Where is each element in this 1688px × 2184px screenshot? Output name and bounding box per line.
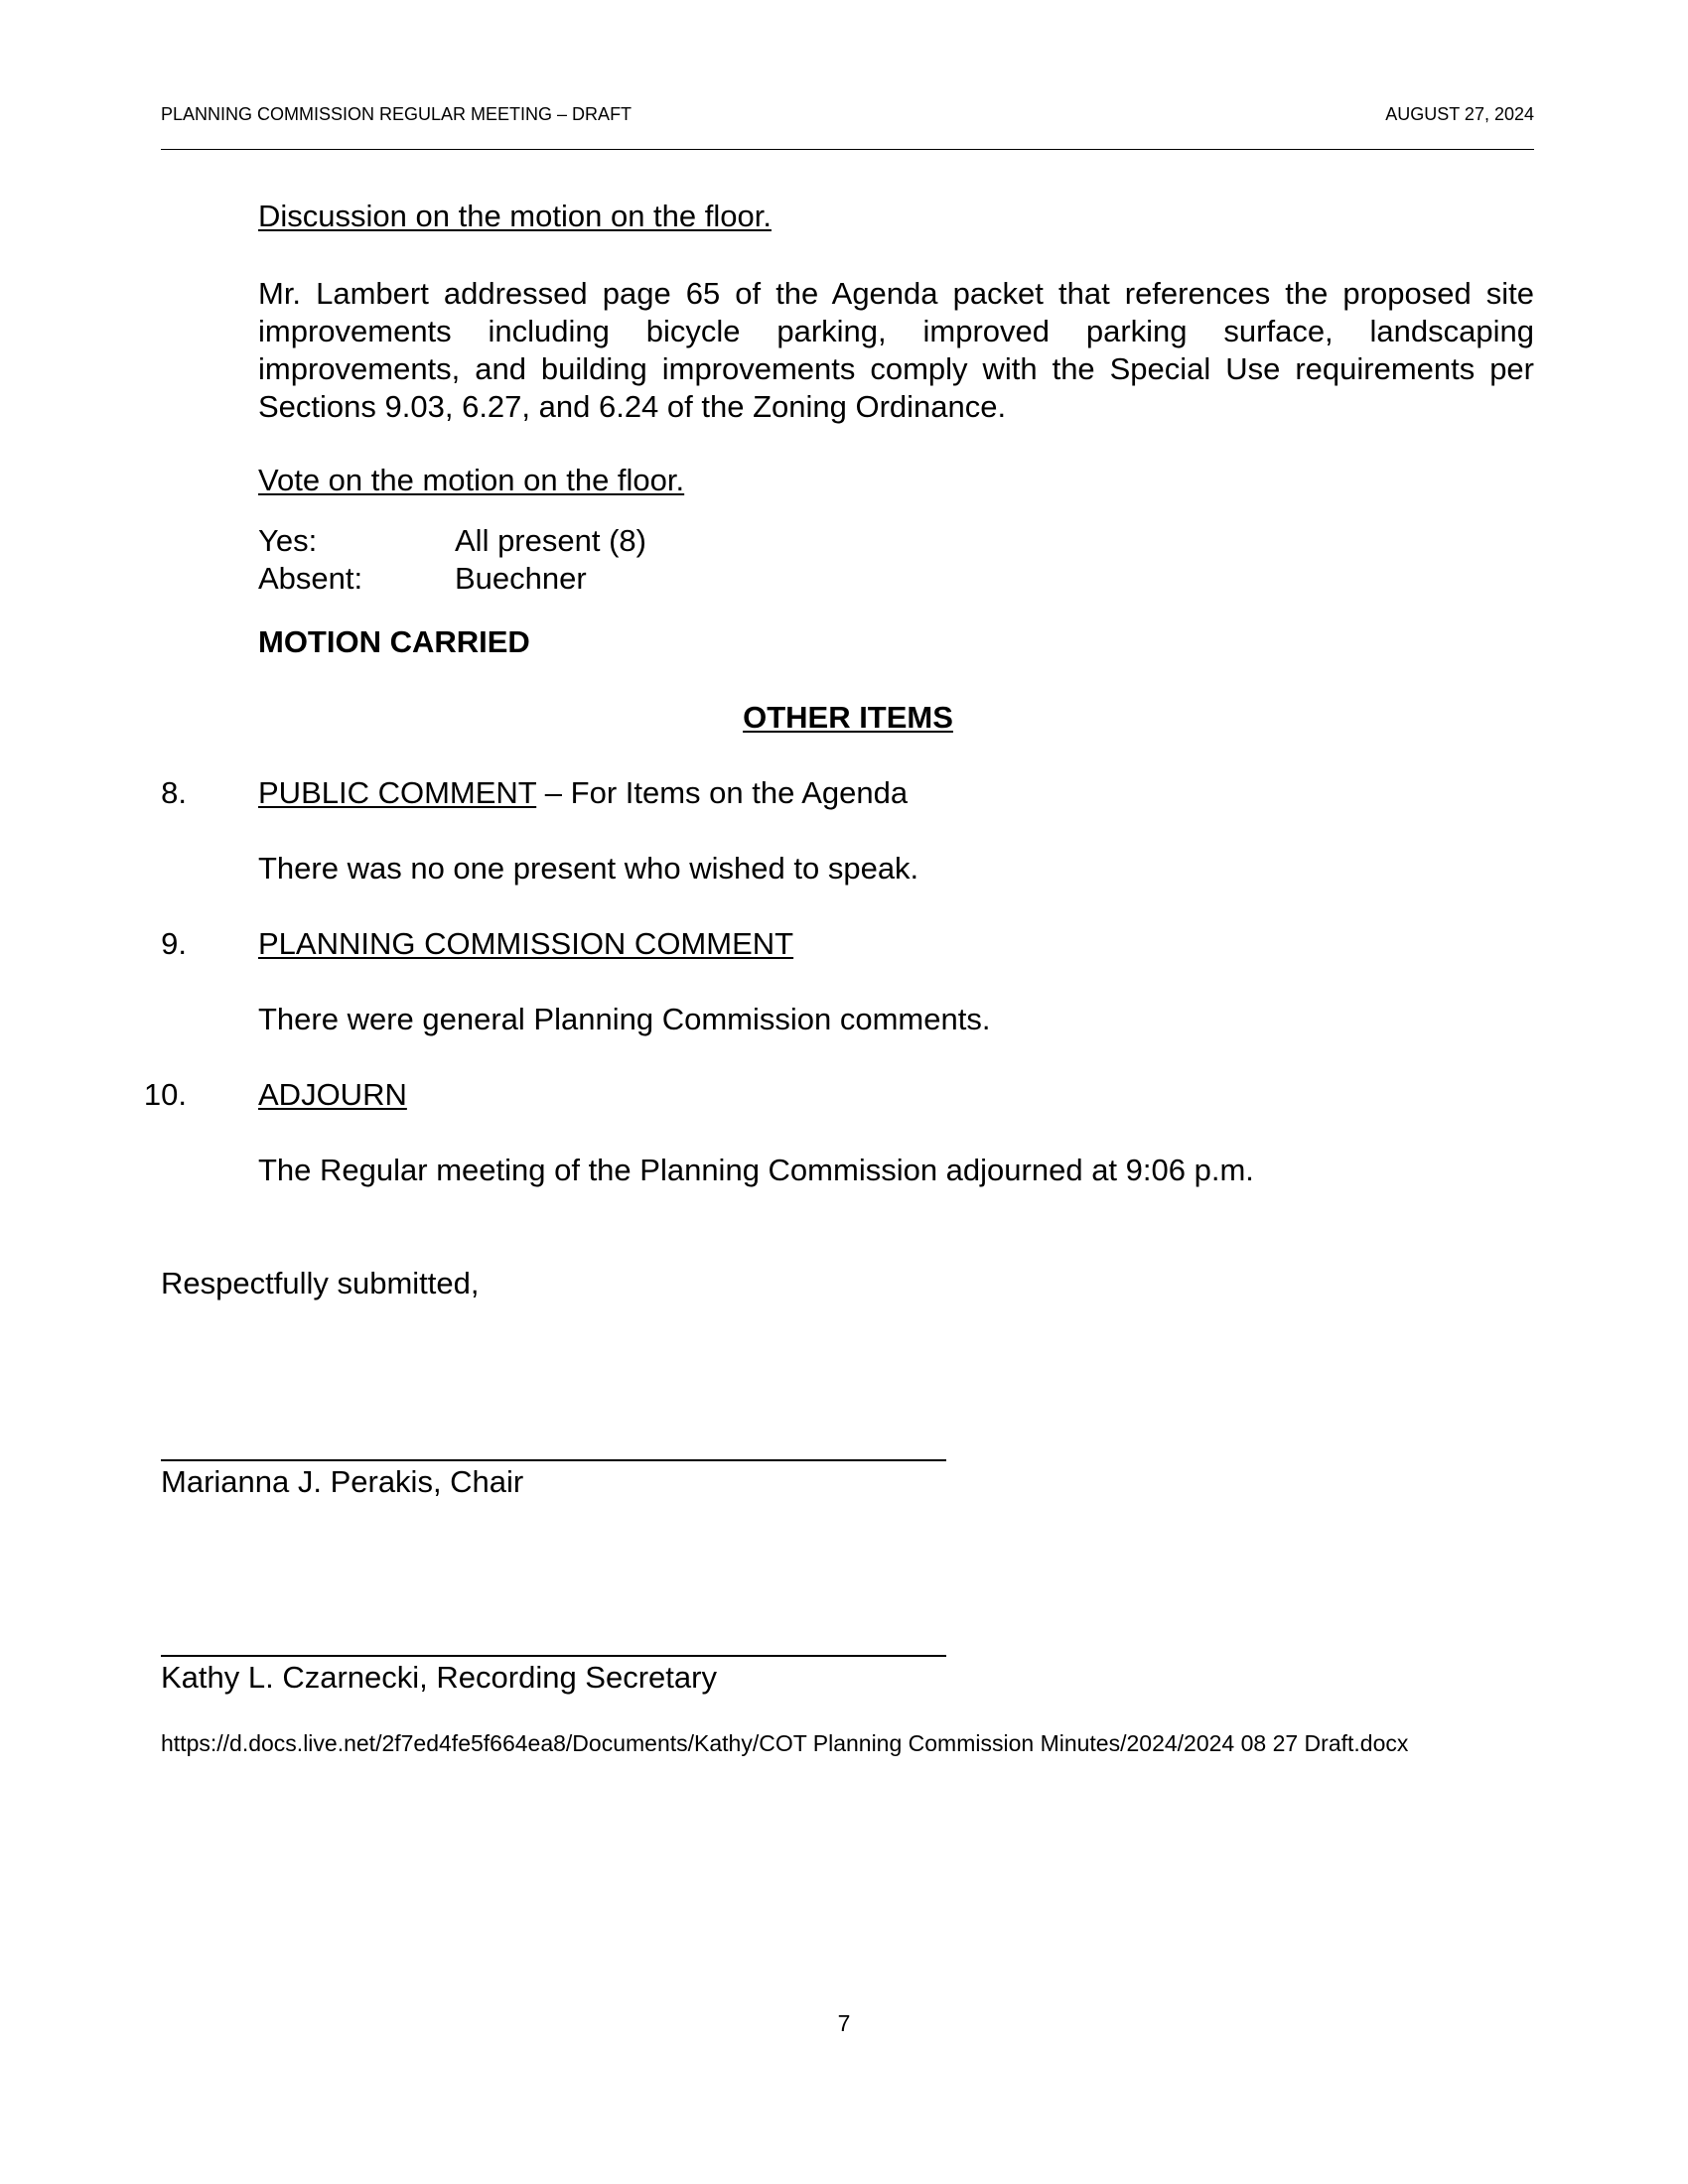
item-heading xyxy=(258,925,793,963)
header-divider xyxy=(161,149,1534,150)
vote-absent-value: Buechner xyxy=(455,561,587,596)
closing-text: Respectfully submitted, xyxy=(161,1266,480,1300)
discussion-heading: Discussion on the motion on the floor. xyxy=(258,199,772,233)
item-number: 10. xyxy=(143,1077,187,1112)
item-heading xyxy=(258,1076,407,1114)
document-file-path: https://d.docs.live.net/2f7ed4fe5f664ea8/Documents/Kathy/COT Planning Commission Minutes/2024/2024 08 27 Draft.docx xyxy=(161,1730,1409,1756)
signature-line xyxy=(161,1459,946,1461)
vote-yes-value: All present (8) xyxy=(455,523,646,558)
item-number: 8. xyxy=(161,775,187,810)
vote-yes-label: Yes: xyxy=(258,523,318,558)
page-header-title: PLANNING COMMISSION REGULAR MEETING – DRAFT xyxy=(161,104,633,124)
item-body: The Regular meeting of the Planning Commission adjourned at 9:06 p.m. xyxy=(258,1153,1254,1187)
item-body: There were general Planning Commission comments. xyxy=(258,1002,991,1036)
vote-absent-label: Absent: xyxy=(258,561,363,596)
item-title: ADJOURN xyxy=(258,1077,407,1112)
item-title-suffix: – For Items on the Agenda xyxy=(536,775,909,810)
motion-result: MOTION CARRIED xyxy=(258,624,530,659)
page-header-date: AUGUST 27, 2024 xyxy=(1385,104,1534,124)
item-body: There was no one present who wished to speak. xyxy=(258,851,919,886)
page-number: 7 xyxy=(837,2010,851,2036)
discussion-paragraph: Mr. Lambert addressed page 65 of the Agenda packet that references the proposed site improvements including bicycle parking, improved parking surface, landscaping improvements, and building improvements comply with the Special Use requirements per Sections 9.03, 6.27, and 6.24 of the Zoning Ordinance. xyxy=(258,276,1534,424)
item-number: 9. xyxy=(161,926,187,961)
item-title: PLANNING COMMISSION COMMENT xyxy=(258,926,794,961)
section-title: OTHER ITEMS xyxy=(743,700,953,735)
signature-name-secretary: Kathy L. Czarnecki, Recording Secretary xyxy=(161,1660,717,1695)
item-title: PUBLIC COMMENT xyxy=(258,775,537,810)
item-heading xyxy=(258,774,908,812)
vote-heading: Vote on the motion on the floor. xyxy=(258,463,685,497)
signature-line xyxy=(161,1655,946,1657)
signature-name-chair: Marianna J. Perakis, Chair xyxy=(161,1464,524,1499)
